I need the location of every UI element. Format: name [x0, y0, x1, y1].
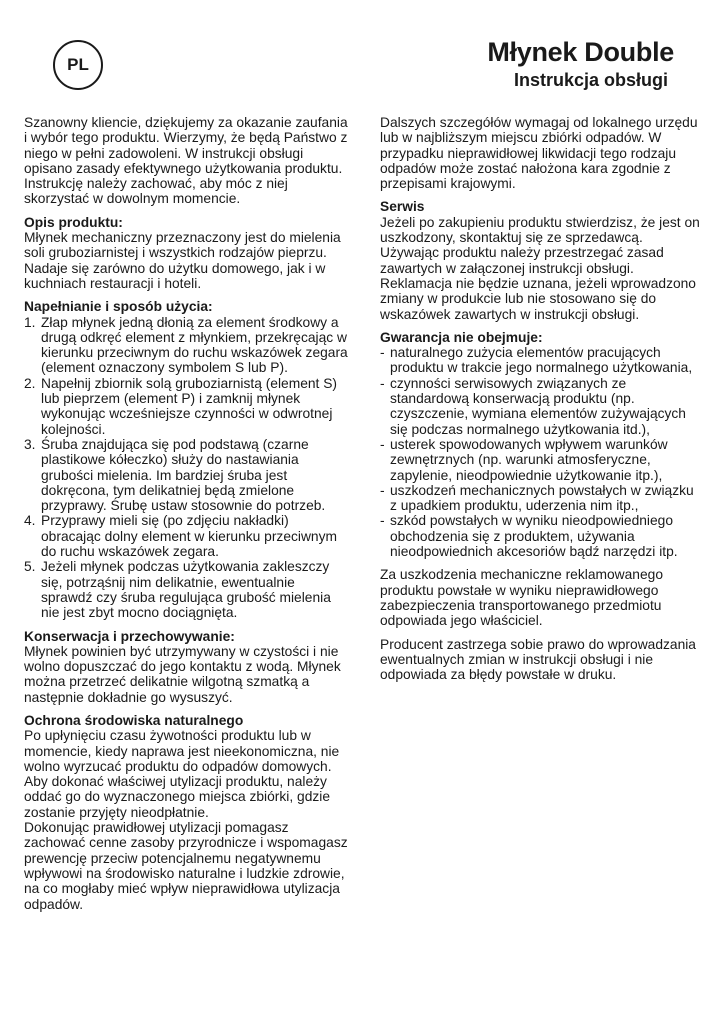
list-item [24, 513, 348, 559]
document-subtitle: Instrukcja obsługi [513, 70, 668, 90]
step-number: 2. [24, 375, 36, 391]
list-item [380, 376, 702, 437]
warranty-heading: Gwarancja nie obejmuje: [380, 329, 543, 345]
list-item [24, 437, 348, 513]
language-code: PL [67, 55, 89, 74]
dash-marker: - [380, 375, 385, 391]
exclusion-text: naturalnego zużycia elementów pracujących produktu w trakcie jego normalnego użytkowania, [390, 345, 693, 376]
care-section [24, 629, 348, 705]
step-text: Jeżeli młynek podczas użytkowania zakleszczy się, potrząśnij nim delikatnie, ewentualnie sprawdź czy śruba regulująca grubość mielenia nie jest zbyt mocno dociągnięta. [41, 559, 331, 621]
list-item [24, 315, 348, 376]
step-number: 3. [24, 436, 36, 452]
right-column [380, 115, 702, 690]
list-item [380, 513, 702, 559]
usage-steps-list [24, 315, 348, 621]
step-number: 4. [24, 513, 36, 529]
disposal-continuation-text: Dalszych szczegółów wymagaj od lokalnego urzędu lub w najbliższym miejscu zbiórki odpadów. W przypadku nieprawidłowej likwidacji tego rodzaju odpadów może zostać nałożona kara zgodnie z przepisami krajowymi. [380, 115, 698, 192]
dash-marker: - [380, 482, 385, 498]
step-text: Przyprawy mieli się (po zdjęciu nakładki) obracając dolny element w kierunku przeciwnym do ruchu wskazówek zegara. [41, 513, 337, 560]
list-item [380, 437, 702, 483]
service-section [380, 199, 702, 321]
warranty-exclusions-list [380, 345, 702, 559]
usage-heading: Napełnianie i sposób użycia: [24, 299, 213, 315]
exclusion-text: szkód powstałych w wyniku nieodpowiedniego obchodzenia się z produktem, używania nieodpowiednich akcesoriów bądź narzędzi itp. [390, 513, 678, 560]
care-text: Młynek powinien być utrzymywany w czystości i nie wolno dopuszczać do jego kontaktu z wodą. Młynek można przetrzeć delikatnie wilgotną szmatką a następnie dokładnie go wysuszyć. [24, 643, 341, 705]
step-text: Napełnij zbiornik solą gruboziarnistą (element S) lub pieprzem (element P) i zamknij młynek wykonując wcześniejsze czynności w odwrotnej kolejności. [41, 375, 338, 437]
exclusion-text: czynności serwisowych związanych ze standardową konserwacją produktu (np. czyszczenie, wymiana elementów zużywających się podczas normalnego użytkowania itd.), [390, 375, 686, 437]
damage-responsibility-text: Za uszkodzenia mechaniczne reklamowanego produktu powstałe w wyniku nieprawidłowego zabezpieczenia transportowanego przedmiotu odpowiada jego właściciel. [380, 567, 663, 629]
usage-section [24, 299, 348, 620]
description-section [24, 215, 348, 291]
list-item [380, 345, 702, 376]
dash-marker: - [380, 513, 385, 529]
language-badge [53, 40, 103, 90]
document-title: Młynek Double [487, 37, 674, 67]
environment-section [24, 713, 348, 912]
list-item [24, 559, 348, 620]
list-item [380, 483, 702, 514]
environment-text-1: Po upłynięciu czasu żywotności produktu lub w momencie, kiedy naprawa jest nieekonomiczna, nie wolno wyrzucać produktu do odpadów domowych. Aby dokonać właściwej utylizacji produktu, należy oddać go do wyznaczonego miejsca zbiórki, gdzie zostanie przyjęty nieodpłatnie. [24, 728, 340, 820]
description-heading: Opis produktu: [24, 214, 123, 230]
exclusion-text: usterek spowodowanych wpływem warunków zewnętrznych (np. warunki atmosferyczne, zapylenie, nieodpowiednie użytkowanie itp.), [390, 436, 668, 483]
step-number: 1. [24, 314, 36, 330]
step-number: 5. [24, 559, 36, 575]
step-text: Złap młynek jedną dłonią za element środkowy a drugą odkręć element z młynkiem, przekręcając w kierunku przeciwnym do ruchu wskazówek zegara (element oznaczony symbolem S lub P). [41, 314, 348, 376]
step-text: Śruba znajdująca się pod podstawą (czarne plastikowe kółeczko) służy do nastawiania grubości mielenia. Im bardziej śruba jest dokręcona, tym delikatniej będą zmielone przyprawy. Śrubę ustaw stosownie do potrzeb. [41, 436, 326, 514]
dash-marker: - [380, 345, 385, 361]
dash-marker: - [380, 436, 385, 452]
service-heading: Serwis [380, 199, 425, 215]
environment-heading: Ochrona środowiska naturalnego [24, 712, 244, 728]
producent-rights-text: Producent zastrzega sobie prawo do wprowadzania ewentualnych zmian w instrukcji obsługi i nie odpowiada za błędy powstałe w druku. [380, 636, 696, 683]
intro-paragraph: Szanowny kliencie, dziękujemy za okazanie zaufania i wybór tego produktu. Wierzymy, że będą Państwo z niego w pełni zadowoleni. W instrukcji obsługi opisano zasady efektywnego użytkowania produktu. Instrukcję należy zachować, aby móc z niej skorzystać w dowolnym momencie. [24, 115, 348, 207]
care-heading: Konserwacja i przechowywanie: [24, 628, 235, 644]
service-text: Jeżeli po zakupieniu produktu stwierdzisz, że jest on uszkodzony, skontaktuj się ze sprzedawcą. Używając produktu należy przestrzegać zasad zawartych w załączonej instrukcji obsługi. Reklamacja nie będzie uznana, jeżeli wprowadzono zmiany w produkcie lub nie stosowano się do wskazówek zawartych w instrukcji obsługi. [380, 214, 700, 322]
exclusion-text: uszkodzeń mechanicznych powstałych w związku z upadkiem produktu, uderzenia nim itp., [390, 482, 694, 514]
list-item [24, 376, 348, 437]
left-column [24, 115, 348, 920]
description-text: Młynek mechaniczny przeznaczony jest do mielenia soli gruboziarnistej i wszystkich rodzajów pieprzu. Nadaje się zarówno do użytku domowego, jak i w kuchniach restauracji i hoteli. [24, 230, 341, 291]
environment-text-2: Dokonując prawidłowej utylizacji pomagasz zachować cenne zasoby przyrodnicze i wspomagasz prewencję przeciw potencjalnemu negatywnemu wpływowi na środowisko naturalne i ludzkie zdrowie, na co mogłaby mieć wpływ nieprawidłowa utylizacja odpadów. [24, 820, 348, 912]
